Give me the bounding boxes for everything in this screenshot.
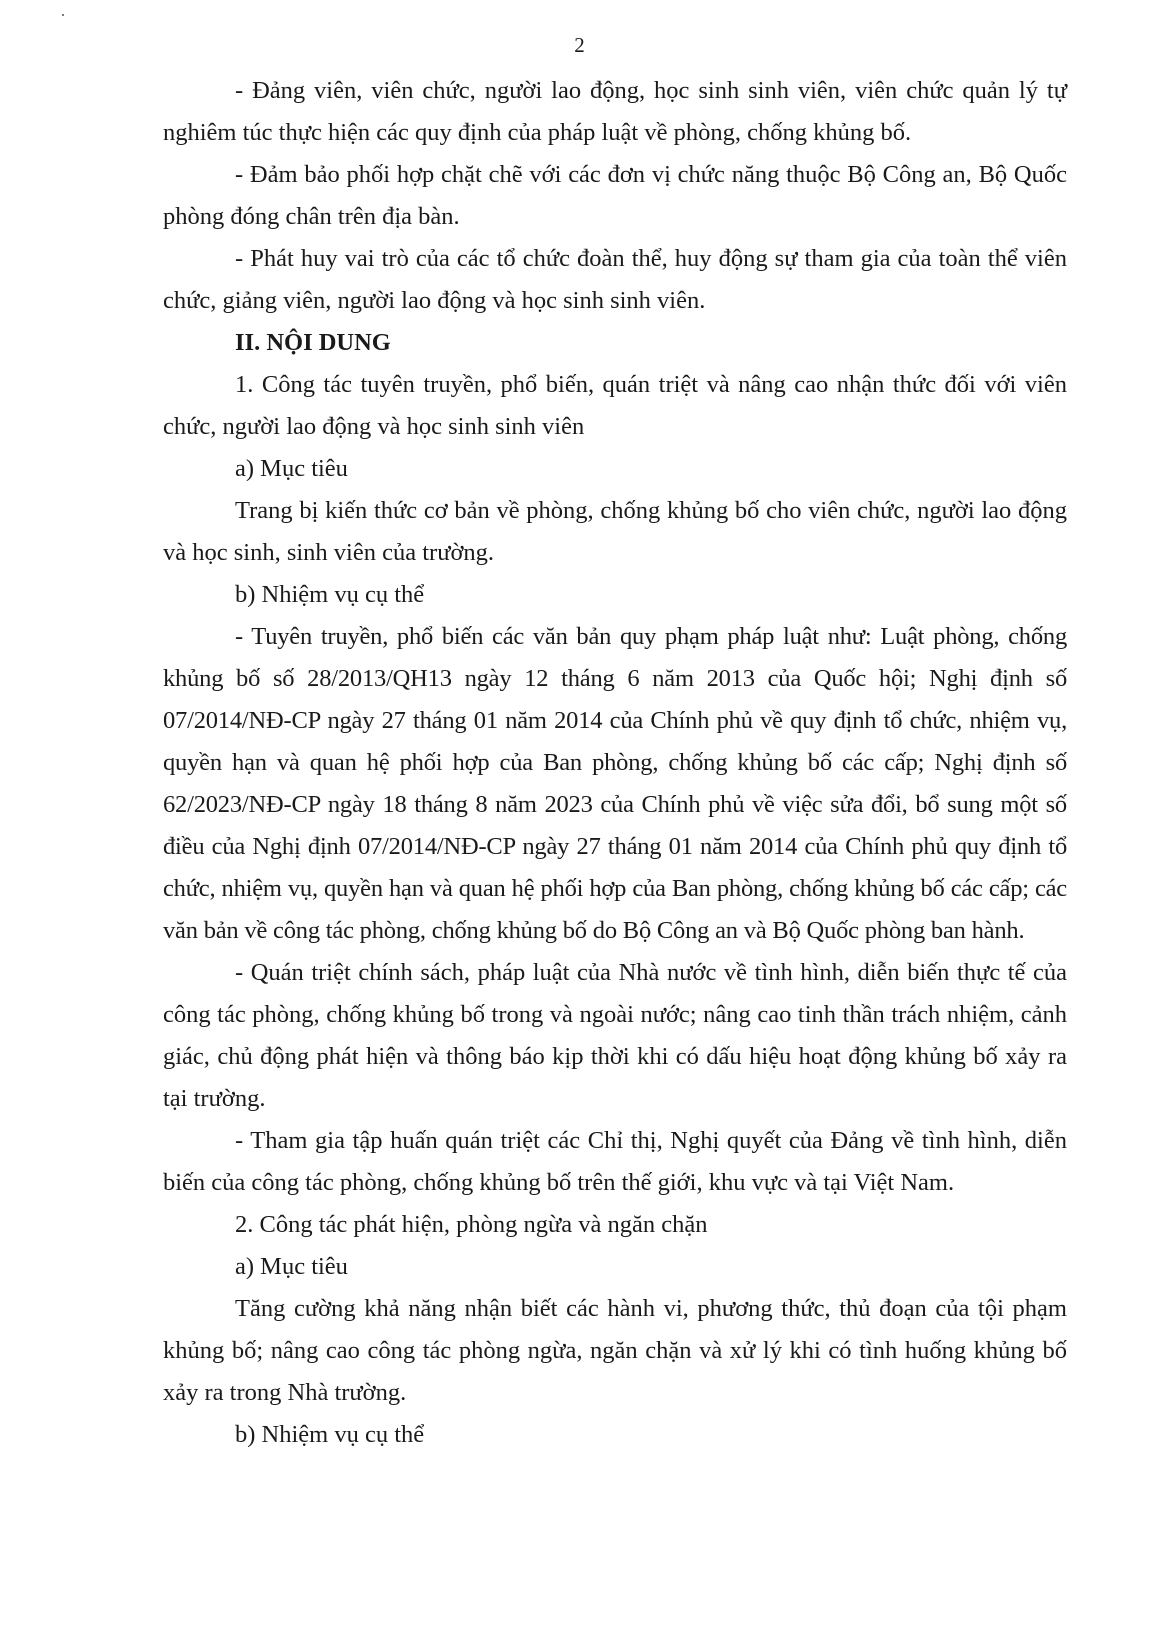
subsection-heading-propaganda: 1. Công tác tuyên truyền, phổ biến, quán triệt và nâng cao nhận thức đối với viên chức, người lao động và học sinh sinh viên — [163, 371, 1067, 440]
paragraph-objective-2: Tăng cường khả năng nhận biết các hành vi, phương thức, thủ đoạn của tội phạm khủng bố; nâng cao công tác phòng ngừa, ngăn chặn và xử lý khi có tình huống khủng bố xảy ra trong Nhà trường. — [163, 1295, 1067, 1406]
paragraph-organizations: - Phát huy vai trò của các tổ chức đoàn thể, huy động sự tham gia của toàn thể viên chức, giảng viên, người lao động và học sinh sinh viên. — [163, 245, 1067, 314]
item-heading-tasks-1: b) Nhiệm vụ cụ thể — [235, 581, 425, 608]
paragraph-policy: - Quán triệt chính sách, pháp luật của Nhà nước về tình hình, diễn biến thực tế của công tác phòng, chống khủng bố trong và ngoài nước; nâng cao tinh thần trách nhiệm, cảnh giác, chủ động phát hiện và thông báo kịp thời khi có dấu hiệu hoạt động khủng bố xảy ra tại trường. — [163, 959, 1067, 1112]
item-heading-objective-2: a) Mục tiêu — [235, 1253, 348, 1280]
section-heading-content: II. NỘI DUNG — [235, 329, 391, 356]
page-number: 2 — [574, 33, 585, 57]
item-heading-objective-1: a) Mục tiêu — [235, 455, 348, 482]
paragraph-legal-documents: - Tuyên truyền, phổ biến các văn bản quy phạm pháp luật như: Luật phòng, chống khủng bố số 28/2013/QH13 ngày 12 tháng 6 năm 2013 của Quốc hội; Nghị định số 07/2014/NĐ-CP ngày 27 tháng 01 năm 2014 của Chính phủ về quy định tổ chức, nhiệm vụ, quyền hạn và quan hệ phối hợp của Ban phòng, chống khủng bố các cấp; Nghị định số 62/2023/NĐ-CP ngày 18 tháng 8 năm 2023 của Chính phủ về việc sửa đổi, bổ sung một số điều của Nghị định 07/2014/NĐ-CP ngày 27 tháng 01 năm 2014 của Chính phủ quy định tổ chức, nhiệm vụ, quyền hạn và quan hệ phối hợp của Ban phòng, chống khủng bố các cấp; các văn bản về công tác phòng, chống khủng bố do Bộ Công an và Bộ Quốc phòng ban hành. — [163, 623, 1067, 944]
paragraph-coordination: - Đảm bảo phối hợp chặt chẽ với các đơn vị chức năng thuộc Bộ Công an, Bộ Quốc phòng đóng chân trên địa bàn. — [163, 161, 1067, 230]
paragraph-objective-1: Trang bị kiến thức cơ bản về phòng, chống khủng bố cho viên chức, người lao động và học sinh, sinh viên của trường. — [163, 497, 1067, 566]
paragraph-party-members: - Đảng viên, viên chức, người lao động, học sinh sinh viên, viên chức quản lý tự nghiêm túc thực hiện các quy định của pháp luật về phòng, chống khủng bố. — [163, 77, 1067, 146]
subsection-heading-detection: 2. Công tác phát hiện, phòng ngừa và ngăn chặn — [235, 1211, 708, 1238]
document-body — [163, 70, 1067, 1456]
item-heading-tasks-2: b) Nhiệm vụ cụ thể — [235, 1421, 425, 1448]
scan-speck — [62, 14, 64, 16]
paragraph-training: - Tham gia tập huấn quán triệt các Chỉ thị, Nghị quyết của Đảng về tình hình, diễn biến của công tác phòng, chống khủng bố trên thế giới, khu vực và tại Việt Nam. — [163, 1127, 1067, 1196]
